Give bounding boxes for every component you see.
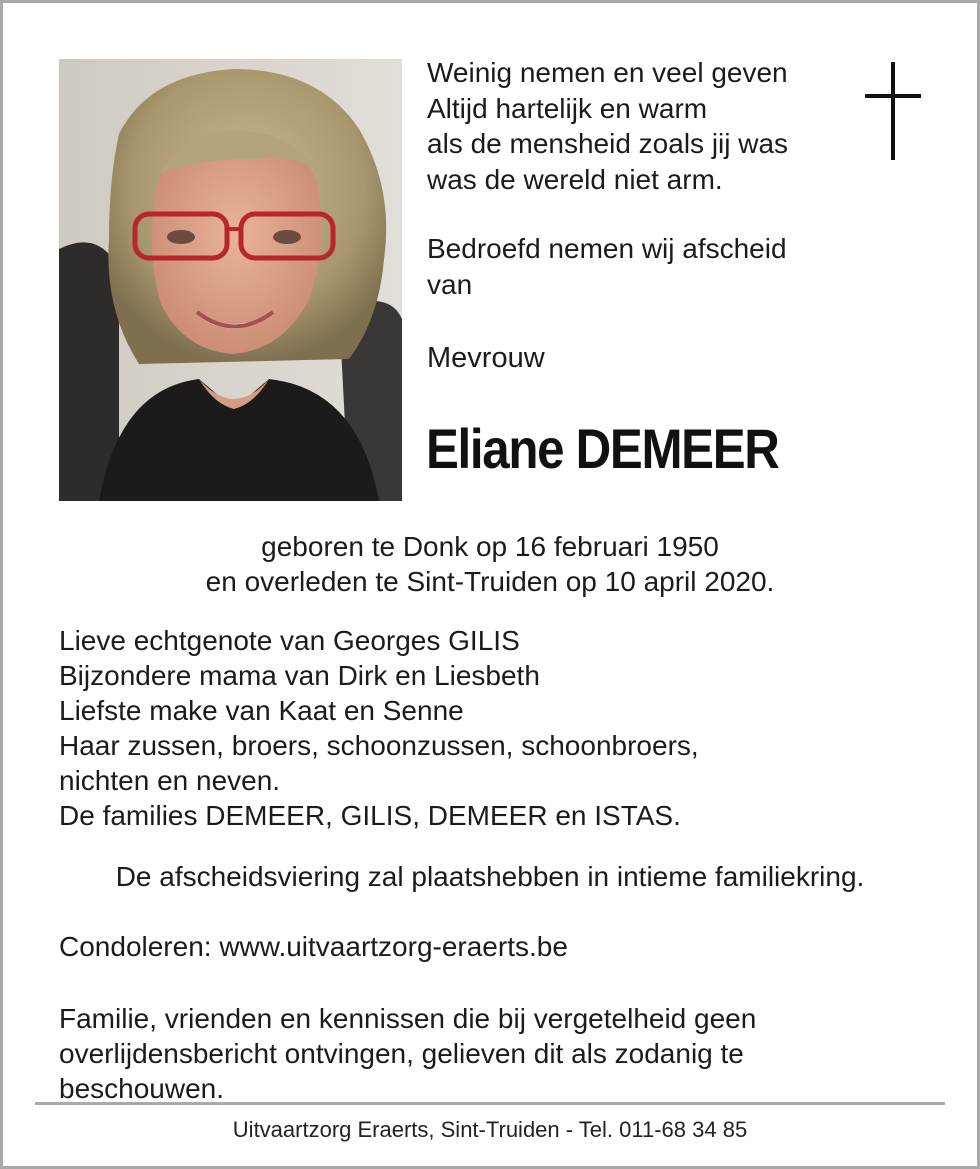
family-line: Haar zussen, broers, schoonzussen, schoonbroers, <box>59 730 699 761</box>
portrait-photo <box>59 59 402 501</box>
condolences-link[interactable]: Condoleren: www.uitvaartzorg-eraerts.be <box>59 931 568 962</box>
notice-line: beschouwen. <box>59 1073 225 1104</box>
dates-line: geboren te Donk op 16 februari 1950 <box>261 531 719 562</box>
cross-icon <box>865 62 921 160</box>
poem-line: als de mensheid zoals jij was <box>427 128 789 159</box>
family-line: Lieve echtgenote van Georges GILIS <box>59 625 520 656</box>
footer-divider <box>35 1102 945 1105</box>
notice-line: Familie, vrienden en kennissen die bij vergetelheid geen <box>59 1003 757 1034</box>
poem <box>427 55 788 197</box>
farewell-line: Bedroefd nemen wij afscheid <box>427 233 787 264</box>
poem-line: was de wereld niet arm. <box>427 163 723 195</box>
family-line: De families DEMEER, GILIS, DEMEER en ISTAS. <box>59 800 681 831</box>
dates-line: en overleden te Sint-Truiden op 10 april 2020. <box>205 566 775 597</box>
family-line: Liefste make van Kaat en Senne <box>59 695 464 726</box>
notice-line: overlijdensbericht ontvingen, gelieven dit als zodanig te <box>59 1038 744 1069</box>
family-list <box>59 623 699 833</box>
birth-death-dates <box>3 529 977 599</box>
deceased-name: Eliane DEMEER <box>426 417 779 480</box>
farewell-text <box>427 231 787 302</box>
farewell-line: van <box>427 268 473 300</box>
deceased-title: Mevrouw <box>427 342 545 374</box>
poem-line: Weinig nemen en veel geven <box>427 57 788 88</box>
notice-text <box>59 1001 756 1106</box>
poem-line: Altijd hartelijk en warm <box>427 92 708 124</box>
family-line: Bijzondere mama van Dirk en Liesbeth <box>59 660 540 691</box>
funeral-home-footer: Uitvaartzorg Eraerts, Sint-Truiden - Tel. 011-68 34 85 <box>232 1117 748 1142</box>
service-announcement: De afscheidsviering zal plaatshebben in intieme familiekring. <box>115 861 865 892</box>
family-line: nichten en neven. <box>59 765 281 796</box>
